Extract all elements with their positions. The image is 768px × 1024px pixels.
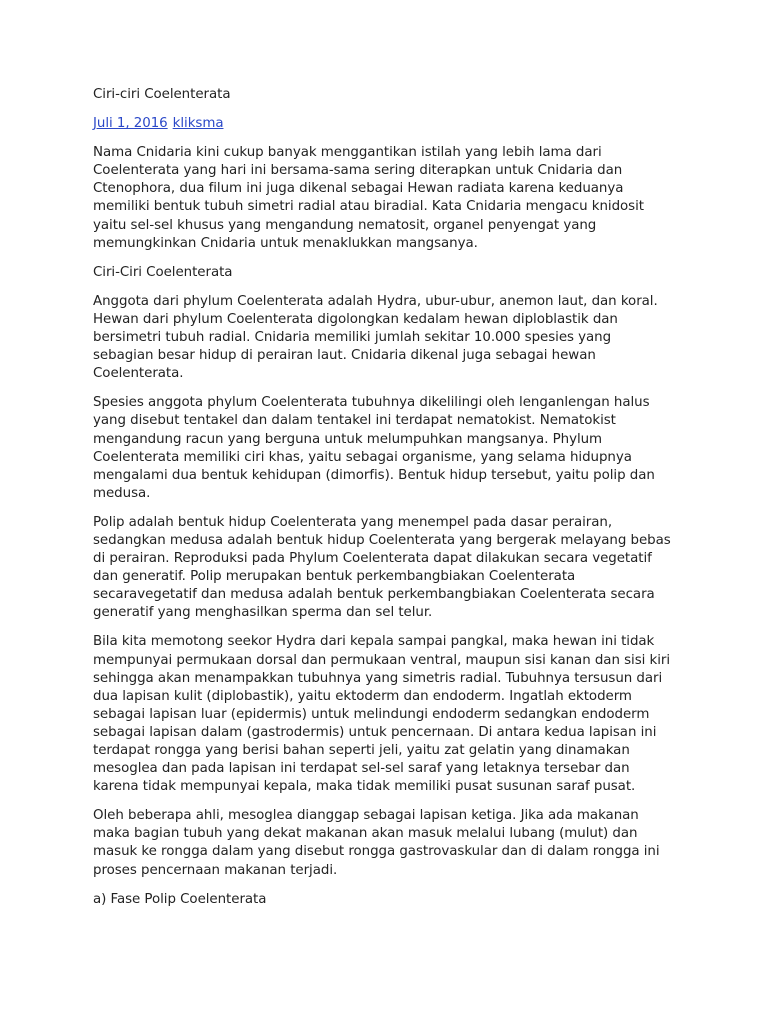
page-title: Ciri-ciri Coelenterata [93,87,231,102]
post-meta [93,115,673,133]
paragraph: Spesies anggota phylum Coelenterata tubuhnya dikelilingi oleh lenganlengan halus yang disebut tentakel dan dalam tentakel ini terdapat nematokist. Nematokist mengandung racun yang berguna untuk melumpuhkan mangsanya. Phylum Coelenterata memiliki ciri khas, yaitu sebagai organisme, yang selama hidupnya mengalami dua bentuk kehidupan (dimorfis). Bentuk hidup tersebut, yaitu polip dan medusa. [93,395,655,501]
section-heading: a) Fase Polip Coelenterata [93,891,267,907]
section-heading: Ciri-Ciri Coelenterata [93,264,233,280]
document-page [93,86,673,920]
paragraph: Anggota dari phylum Coelenterata adalah Hydra, ubur-ubur, anemon laut, dan koral. Hewan dari phylum Coelenterata digolongkan kedalam hewan diploblastik dan bersimetri tubuh radial. Cnidaria memiliki jumlah sekitar 10.000 spesies yang sebagian besar hidup di perairan laut. Cnidaria dikenal juga sebagai hewan Coelenterata. [93,293,658,382]
paragraph: Nama Cnidaria kini cukup banyak menggantikan istilah yang lebih lama dari Coelenterata yang hari ini bersama-sama sering diterapkan untuk Cnidaria dan Ctenophora, dua filum ini juga dikenal sebagai Hewan radiata karena keduanya memiliki bentuk tubuh simetri radial atau biradial. Kata Cnidaria mengacu knidosit yaitu sel-sel khusus yang mengandung nematosit, organel penyengat yang memungkinkan Cnidaria untuk menaklukkan mangsanya. [93,145,644,251]
paragraph: Oleh beberapa ahli, mesoglea dianggap sebagai lapisan ketiga. Jika ada makanan maka bagian tubuh yang dekat makanan akan masuk melalui lubang (mulut) dan masuk ke rongga dalam yang disebut rongga gastrovaskular dan di dalam rongga ini proses pencernaan makanan terjadi. [93,808,660,878]
post-author-link[interactable]: kliksma [172,116,224,132]
post-date-link[interactable]: Juli 1, 2016 [93,116,168,132]
paragraph: Bila kita memotong seekor Hydra dari kepala sampai pangkal, maka hewan ini tidak mempunyai permukaan dorsal dan permukaan ventral, maupun sisi kanan dan sisi kiri sehingga akan menampakkan tubuhnya yang simetris radial. Tubuhnya tersusun dari dua lapisan kulit (diplobastik), yaitu ektoderm dan endoderm. Ingatlah ektoderm sebagai lapisan luar (epidermis) untuk melindungi endoderm sedangkan endoderm sebagai lapisan dalam (gastrodermis) untuk pencernaan. Di antara kedua lapisan ini terdapat rongga yang berisi bahan seperti jeli, yaitu zat gelatin yang dinamakan mesoglea dan pada lapisan ini terdapat sel-sel saraf yang letaknya tersebar dan karena tidak mempunyai kepala, maka tidak memiliki pusat susunan saraf pusat. [93,634,671,795]
paragraph: Polip adalah bentuk hidup Coelenterata yang menempel pada dasar perairan, sedangkan medusa adalah bentuk hidup Coelenterata yang bergerak melayang bebas di perairan. Reproduksi pada Phylum Coelenterata dapat dilakukan secara vegetatif dan generatif. Polip merupakan bentuk perkembangbiakan Coelenterata secaravegetatif dan medusa adalah bentuk perkembangbiakan Coelenterata secara generatif yang menghasilkan sperma dan sel telur. [93,514,671,621]
